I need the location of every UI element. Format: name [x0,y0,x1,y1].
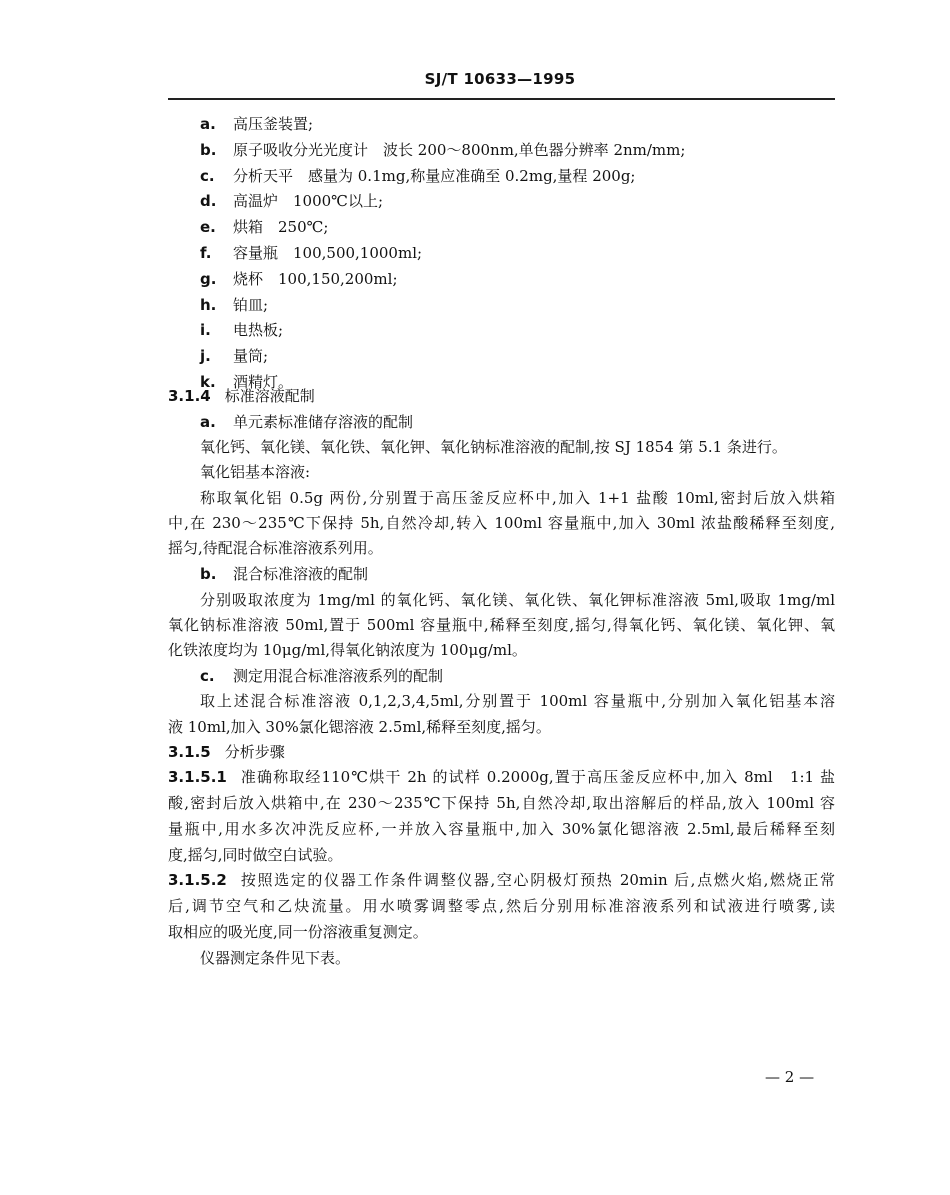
item-text: 酒精灯。 [233,373,294,391]
document-header: SJ/T 10633—1995 [424,70,576,88]
paragraph-line: 分别吸取浓度为 1mg/ml 的氧化钙、氧化镁、氧化铁、氧化钾标准溶液 5ml,吸取 1mg/ml [200,591,835,609]
paragraph-line: 后,调节空气和乙炔流量。用水喷雾调整零点,然后分别用标准溶液系列和试液进行喷雾,读 [168,897,835,915]
section-3-1-4-heading: 3.1.4 标准溶液配制 [168,387,315,405]
section-3-1-5-heading: 3.1.5 分析步骤 [168,743,285,761]
item-label: h. [200,295,217,314]
item-label: d. [200,192,217,211]
paragraph-line: 化铁浓度均为 10μg/ml,得氧化钠浓度为 100μg/ml。 [168,641,527,659]
equipment-item [200,140,835,160]
paragraph-line: 氧化铝基本溶液: [200,463,311,481]
item-label: f. [200,244,212,262]
paragraph-line: 取相应的吸光度,同一份溶液重复测定。 [168,923,428,941]
item-label: a. [200,115,216,133]
item-text: 容量瓶 100,500,1000ml; [233,244,423,262]
paragraph-3-1-5-2-first-line: 3.1.5.2 按照选定的仪器工作条件调整仪器,空心阴极灯预热 20min 后,点燃火焰,燃烧正常 [168,871,835,889]
item-text: 电热板; [233,321,284,340]
item-label: e. [200,218,216,237]
paragraph-line: 取上述混合标准溶液 0,1,2,3,4,5ml,分别置于 100ml 容量瓶中,分别加入氧化铝基本溶 [200,692,835,710]
header-rule [168,98,835,100]
item-text: 烧杯 100,150,200ml; [233,269,398,288]
item-label: i. [200,321,211,340]
equipment-item [200,243,835,263]
paragraph-line: 液 10ml,加入 30%氯化锶溶液 2.5ml,稀释至刻度,摇匀。 [168,718,551,736]
item-text: 高温炉 1000℃以上; [233,192,384,211]
equipment-item [200,269,835,289]
equipment-item [200,217,835,237]
equipment-item [200,114,835,134]
paragraph-line: 度,摇匀,同时做空白试验。 [168,846,343,864]
item-label: j. [200,347,211,366]
page-number: — 2 — [765,1068,815,1086]
paragraph-line: 仪器测定条件见下表。 [200,949,351,967]
paragraph-line: 氧化钠标准溶液 50ml,置于 500ml 容量瓶中,稀释至刻度,摇匀,得氧化钙、氧化镁、氧化钾、氧 [168,616,835,634]
paragraph-line: 量瓶中,用水多次冲洗反应杯,一并放入容量瓶中,加入 30%氯化锶溶液 2.5ml,最后稀释至刻 [168,820,835,838]
item-text: 分析天平 感量为 0.1mg,称量应准确至 0.2mg,量程 200g; [233,166,636,185]
paragraph-3-1-5-1-first-line: 3.1.5.1 准确称取经110℃烘干 2h 的试样 0.2000g,置于高压釜反应杯中,加入 8ml 1:1 盐 [168,768,835,786]
paragraph-line: 酸,密封后放入烘箱中,在 230～235℃下保持 5h,自然冷却,取出溶解后的样品,放入 100ml 容 [168,794,835,812]
subsection-a-heading: a. 单元素标准储存溶液的配制 [200,413,414,431]
equipment-item [200,295,835,315]
item-label: b. [200,140,217,159]
subsection-c-heading: c. 测定用混合标准溶液系列的配制 [200,667,444,685]
item-text: 铂皿; [233,295,269,314]
item-label: g. [200,269,217,288]
paragraph-line: 摇匀,待配混合标准溶液系列用。 [168,539,383,557]
paragraph-line: 中,在 230～235℃下保持 5h,自然冷却,转入 100ml 容量瓶中,加入 30ml 浓盐酸稀释至刻度, [168,514,835,532]
paragraph-line: 氧化钙、氧化镁、氧化铁、氧化钾、氧化钠标准溶液的配制,按 SJ 1854 第 5.1 条进行。 [200,438,787,456]
subsection-b-heading: b. 混合标准溶液的配制 [200,565,369,583]
item-label: k. [200,373,216,391]
equipment-item [200,346,835,366]
equipment-item [200,166,835,186]
equipment-item [200,191,835,211]
item-text: 高压釜装置; [233,115,314,133]
item-text: 烘箱 250℃; [233,218,329,237]
item-text: 量筒; [233,347,269,366]
item-text: 原子吸收分光光度计 波长 200～800nm,单色器分辨率 2nm/mm; [233,140,686,159]
item-label: c. [200,166,215,185]
paragraph-line: 称取氧化铝 0.5g 两份,分别置于高压釜反应杯中,加入 1+1 盐酸 10ml,密封后放入烘箱 [200,489,835,507]
equipment-item [200,320,835,340]
